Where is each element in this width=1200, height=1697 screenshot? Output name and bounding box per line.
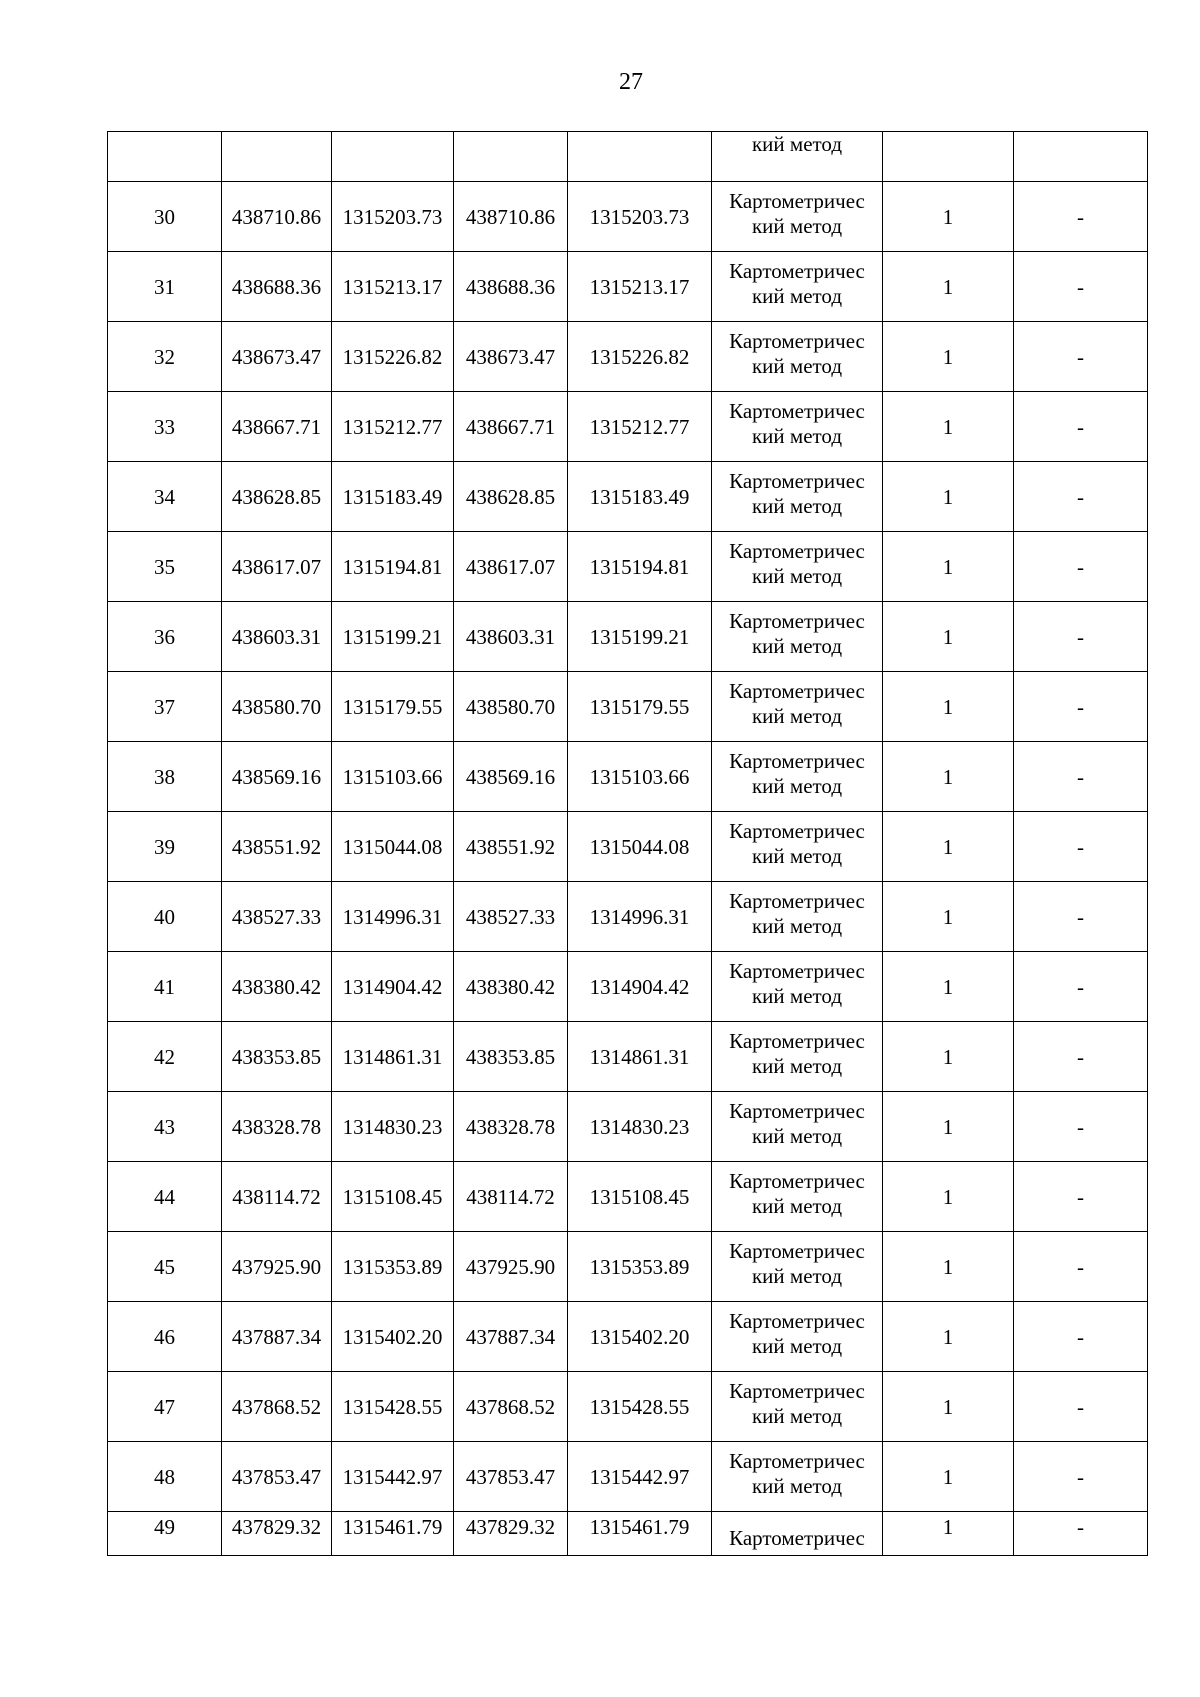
cell-x2: 438380.42 (454, 952, 568, 1022)
table-body (108, 132, 1148, 1556)
cell-y2: 1314861.31 (568, 1022, 712, 1092)
method-line-1: Картометричес (729, 748, 865, 773)
cell-note: - (1014, 812, 1148, 882)
cell-method (712, 392, 883, 462)
page-number: 27 (619, 69, 643, 95)
table-row (108, 322, 1148, 392)
cell-x2: 438353.85 (454, 1022, 568, 1092)
cell-y1: 1315199.21 (332, 602, 454, 672)
method-line-2: кий метод (751, 353, 843, 378)
cell-y2: 1314904.42 (568, 952, 712, 1022)
cell-method (712, 532, 883, 602)
cell-number: 43 (108, 1092, 222, 1162)
cell-x1 (222, 132, 332, 182)
method-line-2: кий метод (751, 1403, 843, 1428)
cell-x2: 437925.90 (454, 1232, 568, 1302)
method-line-1: Картометричес (729, 1308, 865, 1333)
method-line-2: кий метод (751, 1053, 843, 1078)
cell-number: 49 (108, 1512, 222, 1556)
cell-y1: 1315353.89 (332, 1232, 454, 1302)
cell-x1: 438710.86 (222, 182, 332, 252)
cell-method (712, 1442, 883, 1512)
cell-y2: 1315402.20 (568, 1302, 712, 1372)
cell-y2: 1315461.79 (568, 1512, 712, 1556)
table-row (108, 1232, 1148, 1302)
cell-x2: 438667.71 (454, 392, 568, 462)
cell-x2 (454, 132, 568, 182)
cell-x2: 438114.72 (454, 1162, 568, 1232)
cell-x2: 438551.92 (454, 812, 568, 882)
method-line-2: кий метод (751, 1473, 843, 1498)
cell-number: 36 (108, 602, 222, 672)
method-line-1: Картометричес (729, 818, 865, 843)
cell-y1: 1314904.42 (332, 952, 454, 1022)
cell-y2 (568, 132, 712, 182)
table-row (108, 532, 1148, 602)
cell-accuracy: 1 (883, 672, 1014, 742)
cell-method (712, 672, 883, 742)
cell-accuracy: 1 (883, 1442, 1014, 1512)
cell-y2: 1315353.89 (568, 1232, 712, 1302)
cell-accuracy: 1 (883, 392, 1014, 462)
cell-y1: 1315194.81 (332, 532, 454, 602)
cell-y2: 1315183.49 (568, 462, 712, 532)
cell-y2: 1315213.17 (568, 252, 712, 322)
cell-method (712, 252, 883, 322)
method-line-1: Картометричес (729, 678, 865, 703)
cell-number: 39 (108, 812, 222, 882)
cell-accuracy: 1 (883, 1092, 1014, 1162)
cell-y1: 1315044.08 (332, 812, 454, 882)
cell-y1: 1315213.17 (332, 252, 454, 322)
cell-x1: 438673.47 (222, 322, 332, 392)
cell-x1: 438603.31 (222, 602, 332, 672)
method-line-1: Картометричес (729, 328, 865, 353)
table-row (108, 1092, 1148, 1162)
cell-note: - (1014, 672, 1148, 742)
cell-accuracy: 1 (883, 1022, 1014, 1092)
table-row (108, 952, 1148, 1022)
cell-accuracy: 1 (883, 952, 1014, 1022)
method-line-2: кий метод (751, 843, 843, 868)
cell-method (712, 462, 883, 532)
method-line-1: Картометричес (729, 538, 865, 563)
method-line-1: Картометричес (729, 608, 865, 633)
cell-accuracy: 1 (883, 532, 1014, 602)
cell-y2: 1315044.08 (568, 812, 712, 882)
method-line-1: Картометричес (729, 1238, 865, 1263)
method-line-1: Картометричес (729, 1098, 865, 1123)
cell-x2: 437829.32 (454, 1512, 568, 1556)
cell-x1: 438667.71 (222, 392, 332, 462)
method-line-1: Картометричес (729, 1028, 865, 1053)
method-line-1: Картометричес (729, 958, 865, 983)
cell-method (712, 1232, 883, 1302)
method-line-1: Картометричес (729, 1526, 865, 1550)
method-line-2: кий метод (751, 1333, 843, 1358)
cell-x1: 437868.52 (222, 1372, 332, 1442)
cell-note: - (1014, 1022, 1148, 1092)
cell-y1: 1315212.77 (332, 392, 454, 462)
cell-accuracy: 1 (883, 322, 1014, 392)
cell-number: 35 (108, 532, 222, 602)
cell-number: 37 (108, 672, 222, 742)
cell-accuracy: 1 (883, 1162, 1014, 1232)
table-row (108, 1022, 1148, 1092)
cell-method (712, 1162, 883, 1232)
method-line-1: Картометричес (729, 1448, 865, 1473)
cell-y1: 1315402.20 (332, 1302, 454, 1372)
cell-y2: 1315212.77 (568, 392, 712, 462)
table-row-continued (108, 132, 1148, 182)
cell-x1: 438551.92 (222, 812, 332, 882)
cell-x2: 437887.34 (454, 1302, 568, 1372)
table-row (108, 672, 1148, 742)
cell-x1: 438328.78 (222, 1092, 332, 1162)
cell-note: - (1014, 1232, 1148, 1302)
cell-note: - (1014, 1162, 1148, 1232)
cell-y1: 1315442.97 (332, 1442, 454, 1512)
method-line-2: кий метод (751, 563, 843, 588)
cell-accuracy: 1 (883, 1512, 1014, 1556)
cell-method (712, 132, 883, 182)
cell-y2: 1315428.55 (568, 1372, 712, 1442)
cell-y2: 1315226.82 (568, 322, 712, 392)
cell-y2: 1315199.21 (568, 602, 712, 672)
cell-number: 42 (108, 1022, 222, 1092)
cell-number: 46 (108, 1302, 222, 1372)
cell-x2: 438710.86 (454, 182, 568, 252)
cell-accuracy: 1 (883, 742, 1014, 812)
cell-method (712, 322, 883, 392)
cell-x1: 438527.33 (222, 882, 332, 952)
cell-accuracy: 1 (883, 1302, 1014, 1372)
cell-y1: 1315226.82 (332, 322, 454, 392)
cell-note: - (1014, 742, 1148, 812)
cell-note: - (1014, 1512, 1148, 1556)
cell-accuracy (883, 132, 1014, 182)
method-line-2: кий метод (751, 633, 843, 658)
table-row (108, 462, 1148, 532)
method-line-2: кий метод (751, 1123, 843, 1148)
cell-number: 44 (108, 1162, 222, 1232)
cell-x2: 438617.07 (454, 532, 568, 602)
method-line-2: кий метод (751, 423, 843, 448)
cell-method (712, 1022, 883, 1092)
cell-x2: 437868.52 (454, 1372, 568, 1442)
method-line-1: Картометричес (729, 468, 865, 493)
cell-accuracy: 1 (883, 1372, 1014, 1442)
cell-note: - (1014, 182, 1148, 252)
cell-note: - (1014, 252, 1148, 322)
method-line-2: кий метод (751, 773, 843, 798)
cell-number (108, 132, 222, 182)
method-line-1: Картометричес (729, 258, 865, 283)
method-line-1: Картометричес (729, 1378, 865, 1403)
method-line-1: Картометричес (729, 1168, 865, 1193)
cell-note: - (1014, 1302, 1148, 1372)
cell-y1: 1314996.31 (332, 882, 454, 952)
cell-accuracy: 1 (883, 252, 1014, 322)
cell-method (712, 952, 883, 1022)
cell-y2: 1315442.97 (568, 1442, 712, 1512)
cell-note: - (1014, 1372, 1148, 1442)
cell-number: 45 (108, 1232, 222, 1302)
cell-y2: 1315194.81 (568, 532, 712, 602)
cell-x1: 437887.34 (222, 1302, 332, 1372)
cell-number: 33 (108, 392, 222, 462)
cell-accuracy: 1 (883, 812, 1014, 882)
cell-x2: 438580.70 (454, 672, 568, 742)
cell-note: - (1014, 532, 1148, 602)
cell-note: - (1014, 882, 1148, 952)
table-row (108, 1162, 1148, 1232)
method-line-2: кий метод (751, 283, 843, 308)
method-line-2: кий метод (751, 913, 843, 938)
method-line-2: кий метод (751, 1193, 843, 1218)
cell-number: 31 (108, 252, 222, 322)
cell-number: 30 (108, 182, 222, 252)
cell-x1: 438617.07 (222, 532, 332, 602)
method-line-2: кий метод (751, 493, 843, 518)
cell-y2: 1314996.31 (568, 882, 712, 952)
cell-note: - (1014, 1442, 1148, 1512)
method-line-2: кий метод (751, 703, 843, 728)
cell-note: - (1014, 952, 1148, 1022)
cell-x2: 438328.78 (454, 1092, 568, 1162)
cell-y1 (332, 132, 454, 182)
method-line-2: кий метод (751, 1263, 843, 1288)
cell-y2: 1315179.55 (568, 672, 712, 742)
cell-method (712, 812, 883, 882)
cell-number: 32 (108, 322, 222, 392)
cell-x1: 438628.85 (222, 462, 332, 532)
cell-x1: 437925.90 (222, 1232, 332, 1302)
method-line-2: кий метод (751, 213, 843, 238)
table-row (108, 812, 1148, 882)
cell-x1: 438380.42 (222, 952, 332, 1022)
cell-x2: 438628.85 (454, 462, 568, 532)
cell-x1: 437853.47 (222, 1442, 332, 1512)
coordinates-table (107, 131, 1148, 1556)
cell-accuracy: 1 (883, 182, 1014, 252)
cell-y1: 1315183.49 (332, 462, 454, 532)
cell-method (712, 602, 883, 672)
cell-accuracy: 1 (883, 1232, 1014, 1302)
cell-method (712, 1372, 883, 1442)
cell-x2: 438569.16 (454, 742, 568, 812)
cell-accuracy: 1 (883, 602, 1014, 672)
cell-accuracy: 1 (883, 882, 1014, 952)
table-row (108, 882, 1148, 952)
cell-x1: 438688.36 (222, 252, 332, 322)
cell-method (712, 882, 883, 952)
table-row (108, 602, 1148, 672)
cell-x1: 438114.72 (222, 1162, 332, 1232)
cell-y1: 1315179.55 (332, 672, 454, 742)
cell-y2: 1315108.45 (568, 1162, 712, 1232)
cell-note: - (1014, 392, 1148, 462)
cell-x2: 438688.36 (454, 252, 568, 322)
table-row (108, 1442, 1148, 1512)
method-line-2: кий метод (751, 983, 843, 1008)
cell-method (712, 182, 883, 252)
table-row (108, 742, 1148, 812)
cell-x2: 437853.47 (454, 1442, 568, 1512)
cell-note: - (1014, 462, 1148, 532)
table-row (108, 252, 1148, 322)
cell-number: 48 (108, 1442, 222, 1512)
method-line-1: Картометричес (729, 888, 865, 913)
cell-x1: 438580.70 (222, 672, 332, 742)
cell-number: 41 (108, 952, 222, 1022)
cell-y2: 1314830.23 (568, 1092, 712, 1162)
cell-x2: 438673.47 (454, 322, 568, 392)
method-tail-text: кий метод (751, 132, 843, 156)
cell-y2: 1315103.66 (568, 742, 712, 812)
cell-x1: 438353.85 (222, 1022, 332, 1092)
cell-number: 47 (108, 1372, 222, 1442)
cell-method (712, 742, 883, 812)
cell-y1: 1315461.79 (332, 1512, 454, 1556)
cell-x2: 438603.31 (454, 602, 568, 672)
table-row-last (108, 1512, 1148, 1556)
cell-y1: 1315103.66 (332, 742, 454, 812)
cell-method (712, 1512, 883, 1556)
cell-y1: 1314861.31 (332, 1022, 454, 1092)
cell-x1: 438569.16 (222, 742, 332, 812)
cell-note (1014, 132, 1148, 182)
cell-number: 38 (108, 742, 222, 812)
cell-note: - (1014, 322, 1148, 392)
cell-y1: 1315108.45 (332, 1162, 454, 1232)
cell-number: 34 (108, 462, 222, 532)
table-row (108, 1302, 1148, 1372)
cell-x1: 437829.32 (222, 1512, 332, 1556)
cell-method (712, 1302, 883, 1372)
cell-note: - (1014, 602, 1148, 672)
cell-accuracy: 1 (883, 462, 1014, 532)
cell-y1: 1314830.23 (332, 1092, 454, 1162)
cell-method (712, 1092, 883, 1162)
cell-y1: 1315428.55 (332, 1372, 454, 1442)
table-row (108, 1372, 1148, 1442)
method-line-1: Картометричес (729, 188, 865, 213)
method-line-1: Картометричес (729, 398, 865, 423)
cell-x2: 438527.33 (454, 882, 568, 952)
table-row (108, 182, 1148, 252)
table-row (108, 392, 1148, 462)
cell-y1: 1315203.73 (332, 182, 454, 252)
cell-number: 40 (108, 882, 222, 952)
cell-note: - (1014, 1092, 1148, 1162)
cell-y2: 1315203.73 (568, 182, 712, 252)
